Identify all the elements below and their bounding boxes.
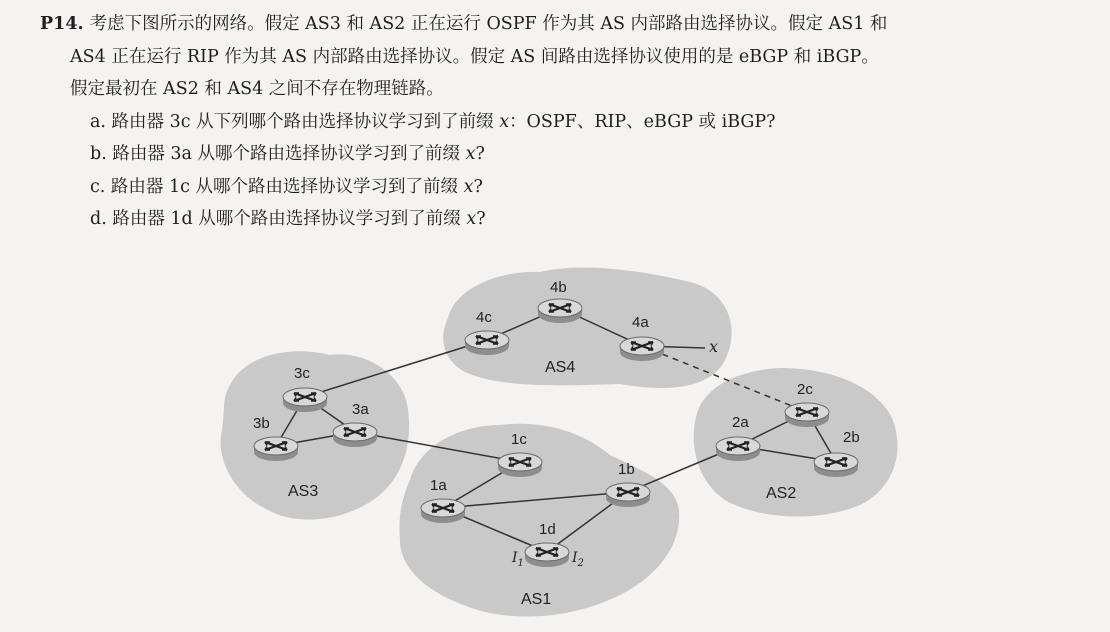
router-1d-icon (525, 543, 569, 567)
router-label-1d: 1d (539, 521, 556, 538)
router-1b-icon (606, 483, 650, 507)
prefix-variable: x (465, 144, 476, 164)
router-4c-icon (465, 331, 509, 355)
router-label-3a: 3a (352, 401, 369, 418)
router-1c-icon (498, 453, 542, 477)
interface-i2-sub: 2 (577, 558, 584, 569)
question-a-suffix: ：OSPF、RIP、eBGP 或 iBGP? (509, 111, 776, 132)
question-c-text: c. 路由器 1c 从哪个路由选择协议学习到了前缀 (90, 176, 464, 197)
problem-number: P14. (40, 14, 84, 34)
router-3c-icon (283, 388, 327, 412)
router-label-2a: 2a (732, 414, 749, 431)
router-2a-icon (716, 437, 760, 461)
router-4b-icon (538, 299, 582, 323)
prefix-variable: x (463, 176, 474, 197)
router-label-4b: 4b (550, 279, 567, 296)
router-3a-icon (333, 423, 377, 447)
prefix-variable: x (499, 111, 510, 132)
problem-line-3: 假定最初在 AS2 和 AS4 之间不存在物理链路。 (70, 79, 444, 99)
router-label-2b: 2b (843, 429, 860, 446)
as-label-as2: AS2 (766, 485, 797, 502)
router-label-1b: 1b (618, 461, 635, 478)
router-label-4c: 4c (476, 309, 492, 326)
prefix-variable: x (466, 209, 477, 229)
as-label-as4: AS4 (545, 359, 576, 376)
problem-line-2: AS4 正在运行 RIP 作为其 AS 内部路由选择协议。假定 AS 间路由选择协议使用的是 eBGP 和 iBGP。 (70, 46, 879, 67)
question-d-text: d. 路由器 1d 从哪个路由选择协议学习到了前缀 (90, 209, 467, 229)
router-3b-icon (254, 437, 298, 461)
router-label-1a: 1a (430, 477, 447, 494)
question-b-suffix: ? (475, 144, 485, 164)
interface-i1-main: I (512, 550, 518, 566)
interface-i1-sub: 1 (517, 558, 524, 569)
router-label-4a: 4a (632, 314, 649, 331)
interface-i2-main: I (572, 550, 578, 566)
question-a-text: a. 路由器 3c 从下列哪个路由选择协议学习到了前缀 (90, 111, 500, 132)
router-label-3b: 3b (253, 415, 270, 432)
question-c-suffix: ? (473, 176, 483, 197)
as4-cloud (443, 267, 731, 388)
as-label-as1: AS1 (521, 591, 552, 608)
question-d-suffix: ? (476, 209, 486, 229)
problem-text-line: 考虑下图所示的网络。假定 AS3 和 AS2 正在运行 OSPF 作为其 AS 内部路由选择协议。假定 AS1 和 (89, 14, 888, 34)
router-4a-icon (620, 337, 664, 361)
router-2b-icon (814, 453, 858, 477)
router-label-2c: 2c (797, 381, 813, 398)
router-2c-icon (785, 403, 829, 427)
prefix-x-label: x (709, 337, 719, 356)
router-1a-icon (421, 499, 465, 523)
router-label-1c: 1c (511, 431, 527, 448)
as-label-as3: AS3 (288, 483, 319, 500)
question-b-text: b. 路由器 3a 从哪个路由选择协议学习到了前缀 (90, 144, 466, 164)
router-label-3c: 3c (294, 365, 310, 382)
